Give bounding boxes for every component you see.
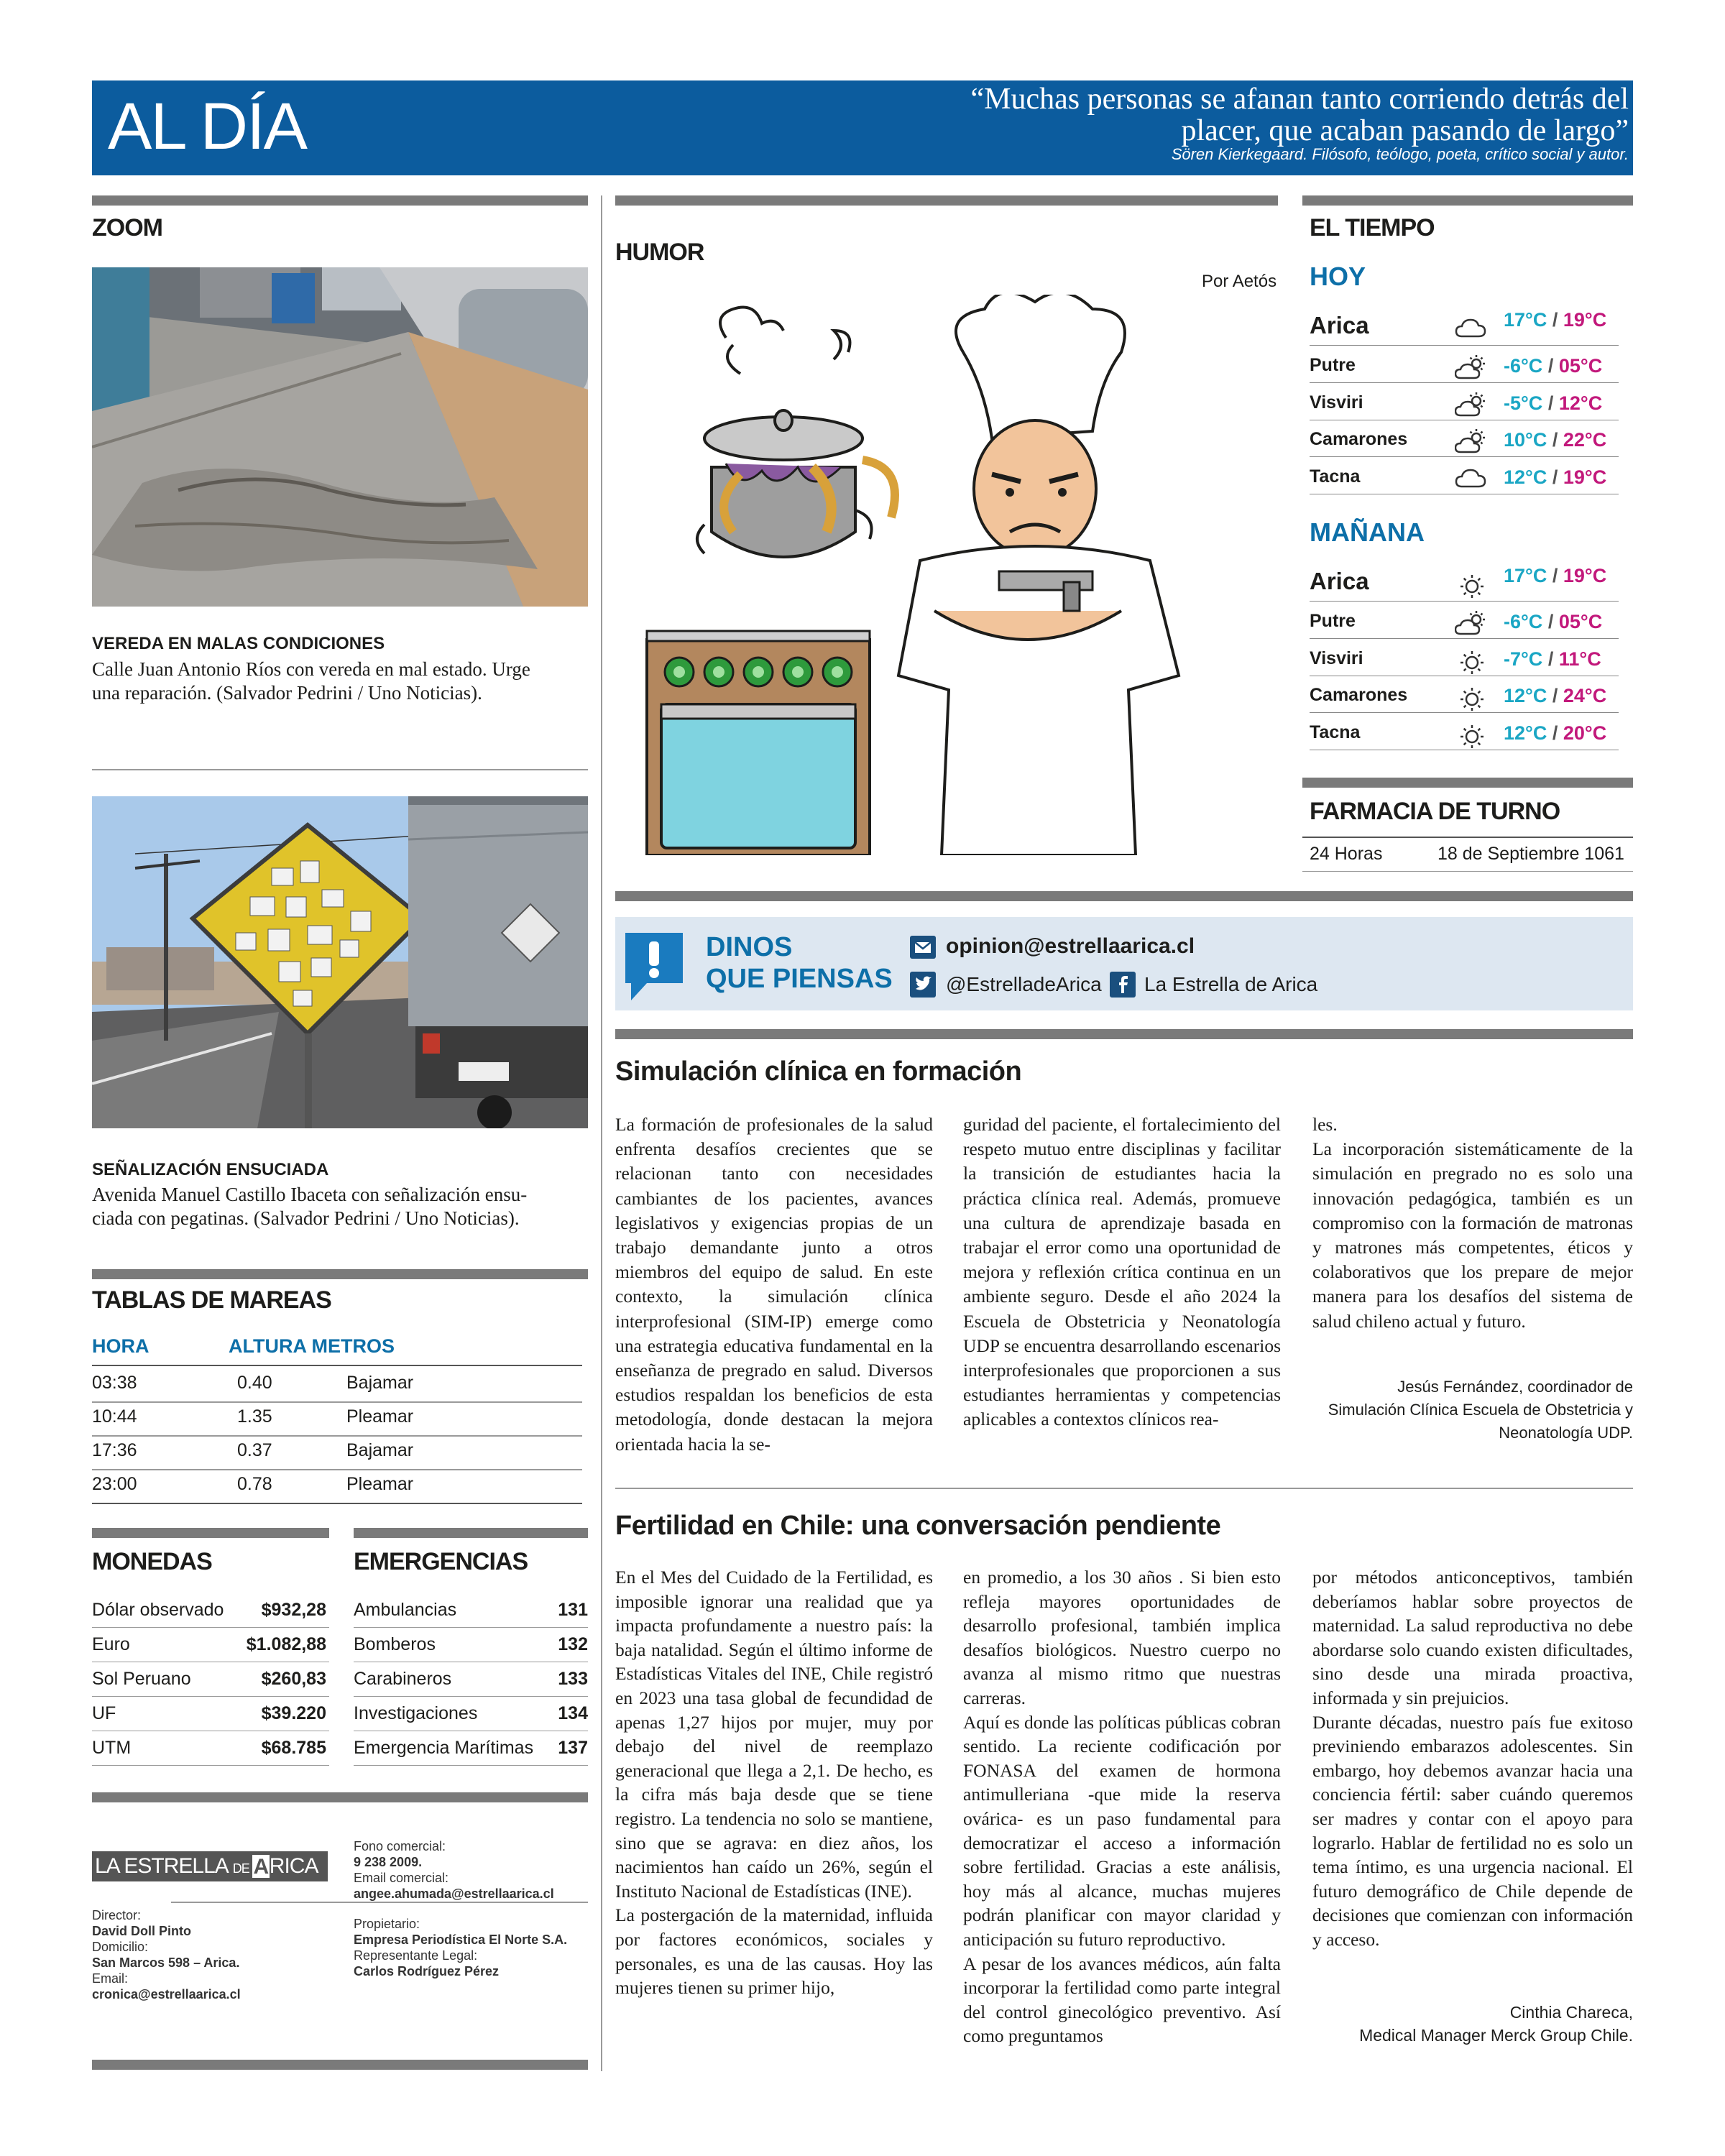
paragraph: por métodos anticonceptivos, también deberíamos hablar sobre proyectos de maternidad. La salud reproductiva no debe abordarse solo cuando existen dificultades, sino desde una mirada proactiva, informada y sin prejuicios. [1312, 1567, 1633, 1708]
monedas-title: MONEDAS [92, 1548, 212, 1575]
emergency-number: 137 [558, 1738, 588, 1758]
row-line [1302, 871, 1633, 872]
emergency-name: Ambulancias [354, 1600, 457, 1620]
row-line [1310, 456, 1619, 457]
divider [615, 1029, 1633, 1039]
currency-value: $39.220 [261, 1703, 326, 1723]
tides-col-altura: ALTURA METROS [229, 1335, 395, 1357]
temp-min: 12°C [1504, 722, 1547, 744]
temp-max: 05°C [1558, 611, 1603, 632]
temp-min: -5°C [1504, 392, 1543, 414]
emergency-name: Investigaciones [354, 1703, 478, 1723]
paragraph: La incorporación sistemáticamente de la simulación en pregrado no es solo una innovación pedagógica, también es un compromiso con la formación de matronas y matrones más competentes, éticos y colaborativos que los prepare de mejor manera para los desafíos del sistema de salud chileno actual y futuro. [1312, 1138, 1633, 1332]
temp-max: 05°C [1558, 355, 1603, 377]
temp-separator: / [1547, 611, 1554, 632]
tides-col-hora: HORA [92, 1335, 150, 1357]
article-byline [1328, 1376, 1633, 1445]
divider [92, 1528, 329, 1538]
temp-max: 19°C [1563, 309, 1607, 331]
weather-temps [1504, 648, 1601, 671]
tide-height: 0.78 [237, 1474, 272, 1494]
temp-max: 12°C [1558, 392, 1603, 414]
paragraph: La postergación de la maternidad, influida por factores económicos, sociales y personales, es una de las causas. Hoy las mujeres tienen su primer hijo, [615, 1904, 933, 1999]
temp-max: 22°C [1563, 429, 1607, 451]
divider [1302, 778, 1633, 788]
currency-value: $932,28 [261, 1600, 326, 1620]
tide-height: 0.37 [237, 1440, 272, 1460]
temp-max: 24°C [1563, 685, 1607, 706]
weather-city: Visviri [1310, 392, 1363, 413]
phone: 9 238 2009. [354, 1855, 423, 1869]
facebook-icon [1110, 972, 1136, 998]
temp-min: -6°C [1504, 355, 1543, 377]
row-line [354, 1765, 588, 1766]
temp-min: 12°C [1504, 466, 1547, 488]
label: Representante Legal: [354, 1948, 478, 1963]
currency-value: $260,83 [261, 1669, 326, 1689]
weather-temps [1504, 392, 1602, 415]
address: San Marcos 598 – Arica. [92, 1955, 240, 1970]
currency-name: Sol Peruano [92, 1669, 191, 1689]
logo-text: RICA [269, 1854, 318, 1878]
row-line [1310, 712, 1619, 713]
emergency-number: 131 [558, 1600, 588, 1620]
alert-bubble-icon [620, 927, 689, 1006]
emergency-number: 133 [558, 1669, 588, 1689]
tide-height: 0.40 [237, 1373, 272, 1393]
mail-icon [910, 936, 936, 959]
temp-separator: / [1552, 309, 1558, 331]
pharmacy-address: 18 de Septiembre 1061 [1438, 844, 1624, 864]
quote-author: Sören Kierkegaard. Filósofo, teólogo, poeta, crítico social y autor. [1171, 145, 1629, 163]
temp-separator: / [1547, 648, 1554, 670]
emergency-name: Bomberos [354, 1634, 436, 1654]
row-line [92, 1765, 329, 1766]
byline-line: Cinthia Chareca, [1509, 2003, 1633, 2022]
label: Email: [92, 1971, 129, 1986]
weather-temps [1504, 722, 1606, 745]
paragraph: Aquí es donde las políticas públicas cobran sentido. La reciente codificación por FONASA del examen de hormona antimulleriana -que mide la reserva ovárica- es un paso fundamental para democratizar el acceso a información sobre fertilidad. Gracias a este análisis, hoy más al alcance, muchas mujeres podrán planificar con mayor claridad y anticipación su futuro reproductivo. [963, 1711, 1281, 1950]
caption-line: Avenida Manuel Castillo Ibaceta con señalización ensu- [92, 1184, 528, 1205]
sidewalk-photo [92, 267, 588, 607]
cloud-icon [1455, 465, 1491, 497]
emergency-number: 134 [558, 1703, 588, 1723]
temp-separator: / [1547, 355, 1554, 377]
weather-city: Camarones [1310, 429, 1408, 449]
header-quote [802, 83, 1629, 147]
cloud-icon [1455, 315, 1491, 347]
temp-max: 19°C [1563, 466, 1607, 488]
director: David Doll Pinto [92, 1924, 192, 1938]
divider [354, 1528, 588, 1538]
tide-type: Pleamar [346, 1474, 414, 1494]
masthead-right [354, 1838, 567, 1979]
weather-temps [1504, 355, 1602, 377]
sun-icon [1455, 721, 1491, 753]
temp-min: 17°C [1504, 309, 1547, 331]
temp-min: 17°C [1504, 565, 1547, 586]
contact-line: QUE PIENSAS [706, 964, 893, 994]
caption-line: Calle Juan Antonio Ríos con vereda en mal estado. Urge [92, 658, 530, 680]
temp-min: 10°C [1504, 429, 1547, 451]
label: Email comercial: [354, 1871, 449, 1885]
weather-title: EL TIEMPO [1310, 214, 1435, 241]
temp-min: -6°C [1504, 611, 1543, 632]
weather-city: Putre [1310, 611, 1356, 631]
row-line [1310, 601, 1619, 602]
article-column [615, 1565, 933, 2000]
article-title: Fertilidad en Chile: una conversación pendiente [615, 1511, 1221, 1541]
currency-name: UF [92, 1703, 116, 1723]
tide-time: 03:38 [92, 1373, 137, 1393]
paragraph: en promedio, a los 30 años . Si bien esto refleja mayores oportunidades de desarrollo profesional, también implica desafíos biológicos. Nuestro cuerpo no avanza al mismo ritmo que nuestras carreras. [963, 1567, 1281, 1708]
weather-temps [1504, 685, 1606, 707]
twitter-link[interactable]: @EstrelladeArica [946, 973, 1102, 995]
row-line [92, 1435, 582, 1437]
legal-rep: Carlos Rodríguez Pérez [354, 1964, 500, 1978]
temp-min: -7°C [1504, 648, 1543, 670]
byline-line: Medical Manager Merck Group Chile. [1359, 2026, 1633, 2045]
paragraph: guridad del paciente, el fortalecimiento del respeto mutuo entre disciplinas y facilitar la transición de estudiantes hacia la práctica clínica real. Además, promueve una cultura de aprendizaje basada en trabajar el error como una oportunidad de mejora y reflexión crítica continua en un ambiente seguro. Desde el año 2024 la Escuela de Obstetricia y Neonatología UDP se encuentra desarrollando escenarios interprofesionales que proporcionen a sus estudiantes herramientas y competencias aplicables a contextos clínicos rea- [963, 1114, 1281, 1430]
temp-max: 11°C [1558, 648, 1601, 670]
weather-tomorrow-label: MAÑANA [1310, 517, 1425, 547]
photo-heading: SEÑALIZACIÓN ENSUCIADA [92, 1160, 329, 1179]
temp-separator: / [1547, 392, 1554, 414]
logo-a-icon: A [253, 1855, 269, 1879]
twitter-icon [910, 972, 936, 998]
weather-city: Tacna [1310, 722, 1361, 742]
temp-max: 19°C [1563, 565, 1607, 586]
newspaper-logo [92, 1851, 328, 1881]
sun-icon [1455, 683, 1491, 716]
divider [171, 1902, 588, 1903]
contact-heading [706, 931, 893, 995]
byline-line: Simulación Clínica Escuela de Obstetricia y [1328, 1401, 1633, 1419]
zoom-title: ZOOM [92, 214, 162, 241]
masthead-left [92, 1907, 241, 2002]
currency-name: UTM [92, 1738, 132, 1758]
contact-line: DINOS [706, 932, 793, 962]
row-line [1310, 638, 1619, 639]
section-brand: AL DÍA [108, 90, 307, 163]
weather-today-label: HOY [1310, 262, 1366, 291]
row-line [92, 1696, 329, 1697]
caption-line: ciada con pegatinas. (Salvador Pedrini / Uno Noticias). [92, 1207, 520, 1229]
caption-line: una reparación. (Salvador Pedrini / Uno Noticias). [92, 682, 482, 704]
row-line [1310, 345, 1619, 346]
tide-type: Bajamar [346, 1440, 414, 1460]
logo-text: LA ESTRELLA [95, 1854, 229, 1878]
paragraph: les. [1312, 1114, 1338, 1135]
temp-separator: / [1552, 466, 1558, 488]
pharmacy-hours: 24 Horas [1310, 844, 1383, 864]
temp-separator: / [1552, 685, 1558, 706]
sun-icon [1455, 571, 1491, 603]
paragraph: En el Mes del Cuidado de la Fertilidad, es imposible ignorar una realidad que ya impacta profundamente a nuestro país: la baja natalidad. Según el último informe de Estadísticas Vitales del INE, Chile registró en 2023 una tasa global de fecundidad de apenas 1,27 hijos por mujer, muy por debajo del nivel de reemplazo generacional que llega a 2,1. De hecho, es la cifra más baja desde que se tiene registro. La tendencia no solo se mantiene, sino que se agrava: en diez años, los nacimientos han caído un 26%, según el Instituto Nacional de Estadísticas (INE). [615, 1567, 933, 1902]
sun-cloud-icon [1455, 609, 1491, 642]
weather-temps [1504, 429, 1606, 451]
byline-line: Jesús Fernández, coordinador de [1397, 1378, 1633, 1396]
label: Fono comercial: [354, 1839, 446, 1853]
row-line [1310, 382, 1619, 383]
owner: Empresa Periodística El Norte S.A. [354, 1932, 568, 1947]
logo-text: DE [232, 1861, 249, 1876]
divider [92, 195, 588, 206]
article-column [615, 1112, 933, 1457]
label: Propietario: [354, 1917, 420, 1931]
divider [92, 2060, 588, 2070]
quote-line: placer, que acaban pasando de largo” [1181, 114, 1629, 147]
temp-separator: / [1552, 565, 1558, 586]
weather-temps [1504, 565, 1606, 587]
weather-city: Putre [1310, 355, 1356, 375]
row-line [92, 1469, 582, 1470]
tide-time: 23:00 [92, 1474, 137, 1494]
email-link[interactable]: angee.ahumada@estrellaarica.cl [354, 1886, 554, 1901]
photo-caption [92, 1183, 595, 1230]
row-line [354, 1627, 588, 1628]
currency-value: $68.785 [261, 1738, 326, 1758]
cartoon-illustration [632, 295, 1279, 855]
paragraph: Durante décadas, nuestro país fue exitoso previniendo embarazos adolescentes. Sin embargo, hoy debemos avanzar hacia una conciencia fértil: saber cuándo queremos ser madres y contar con el apoyo para lograrlo. Hablar de fertilidad no es solo un tema íntimo, es una urgencia nacional. El futuro demográfico de Chile depende de decisiones que comienzan con información y acceso. [1312, 1711, 1633, 1950]
tide-height: 1.35 [237, 1406, 272, 1427]
weather-city: Camarones [1310, 685, 1408, 705]
emergency-number: 132 [558, 1634, 588, 1654]
weather-city: Tacna [1310, 466, 1361, 487]
tides-title: TABLAS DE MAREAS [92, 1286, 331, 1314]
paragraph: A pesar de los avances médicos, aún falta incorporar la fertilidad como parte integral del control ginecológico preventivo. Así como preguntamos [963, 1953, 1281, 2047]
facebook-link[interactable]: La Estrella de Arica [1144, 973, 1318, 995]
emergency-name: Emergencia Marítimas [354, 1738, 534, 1758]
tide-type: Bajamar [346, 1373, 414, 1393]
humor-credit: Por Aetós [1202, 272, 1277, 291]
divider [92, 1792, 588, 1802]
divider [615, 195, 1278, 206]
row-line [354, 1696, 588, 1697]
byline-line: Neonatología UDP. [1499, 1424, 1633, 1442]
row-line [92, 1503, 582, 1504]
photo-heading: VEREDA EN MALAS CONDICIONES [92, 634, 385, 653]
weather-city: Arica [1310, 568, 1369, 594]
label: Domicilio: [92, 1940, 149, 1954]
divider [1302, 195, 1633, 206]
weather-temps [1504, 611, 1602, 633]
row-line [92, 1365, 582, 1366]
emergencias-title: EMERGENCIAS [354, 1548, 528, 1575]
quote-line: “Muchas personas se afanan tanto corriendo detrás del [970, 83, 1629, 116]
pharmacy-title: FARMACIA DE TURNO [1310, 798, 1560, 825]
temp-separator: / [1552, 429, 1558, 451]
temp-max: 20°C [1563, 722, 1607, 744]
divider [615, 1488, 1633, 1489]
weather-temps [1504, 309, 1606, 331]
article-title: Simulación clínica en formación [615, 1056, 1022, 1087]
photo-caption [92, 658, 595, 705]
sun-cloud-icon [1455, 354, 1491, 386]
row-line [92, 1627, 329, 1628]
email-link[interactable]: cronica@estrellaarica.cl [92, 1987, 241, 2001]
article-column [1312, 1112, 1633, 1334]
sun-cloud-icon [1455, 391, 1491, 423]
weather-city: Visviri [1310, 648, 1363, 668]
divider [92, 1269, 588, 1279]
article-column [1312, 1565, 1633, 1952]
tide-time: 10:44 [92, 1406, 137, 1427]
divider [92, 769, 588, 770]
weather-temps [1504, 466, 1606, 489]
currency-value: $1.082,88 [246, 1634, 326, 1654]
divider [615, 891, 1633, 901]
tide-time: 17:36 [92, 1440, 137, 1460]
temp-separator: / [1552, 722, 1558, 744]
column-separator [601, 195, 602, 2071]
row-line [1302, 837, 1633, 838]
article-column [963, 1565, 1281, 2048]
sun-cloud-icon [1455, 428, 1491, 460]
row-line [92, 1401, 582, 1403]
currency-name: Dólar observado [92, 1600, 224, 1620]
sign-photo [92, 796, 588, 1128]
paragraph: La formación de profesionales de la salud enfrenta desafíos crecientes que se relacionan tanto con necesidades cambiantes de los pacientes, avances legislativos y exigencias propias de un trabajo demandante junto a otros miembros del equipo de salud. En este contexto, la simulación clínica interprofesional (SIM-IP) emerge como una estrategia educativa fundamental en la enseñanza de pregrado en salud. Diversos estudios respaldan los beneficios de esta metodología, donde destacan la mejora orientada hacia la se- [615, 1114, 933, 1455]
sun-icon [1455, 647, 1491, 679]
humor-title: HUMOR [615, 239, 704, 266]
tide-type: Pleamar [346, 1406, 414, 1427]
article-byline [1359, 2001, 1633, 2047]
weather-city: Arica [1310, 312, 1369, 338]
contact-email-link[interactable]: opinion@estrellaarica.cl [946, 934, 1195, 958]
emergency-name: Carabineros [354, 1669, 452, 1689]
currency-name: Euro [92, 1634, 130, 1654]
temp-min: 12°C [1504, 685, 1547, 706]
article-column [963, 1112, 1281, 1432]
label: Director: [92, 1908, 142, 1922]
